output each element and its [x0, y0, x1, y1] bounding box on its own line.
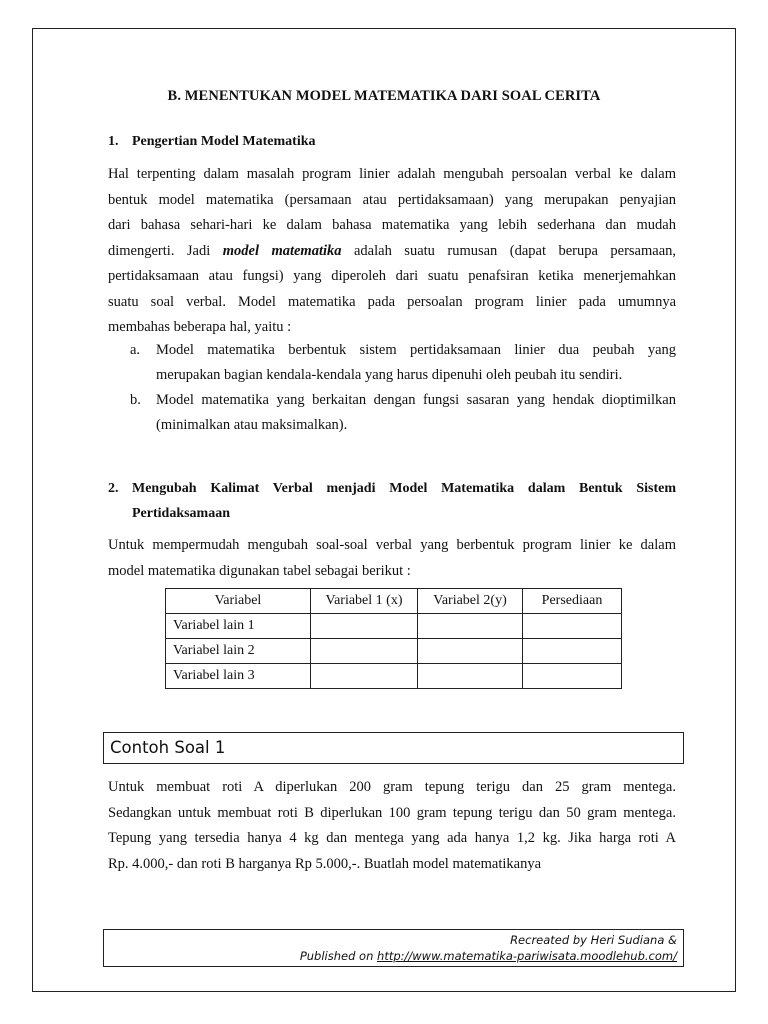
paragraph-line: model matematika digunakan tabel sebagai berikut : — [108, 562, 411, 579]
section-2-title-line: Mengubah Kalimat Verbal menjadi Model Matematika dalam Bentuk Sistem — [132, 481, 676, 496]
paragraph-line: suatu soal verbal. Model matematika pada persoalan program linier pada umumnya — [108, 293, 676, 310]
table-header-cell: Variabel 1 (x) — [311, 589, 418, 614]
table-header-cell: Variabel 2(y) — [418, 589, 523, 614]
paragraph-line: bentuk model matematika (persamaan atau pertidaksamaan) yang merupakan penyajian — [108, 191, 676, 208]
example-title: Contoh Soal 1 — [110, 738, 226, 757]
table-header-cell: Persediaan — [523, 589, 622, 614]
list-marker: a. — [130, 342, 141, 358]
paragraph-line: Untuk mempermudah mengubah soal-soal verbal yang berbentuk program linier ke dalam — [108, 537, 676, 553]
paragraph-line: Tepung yang tersedia hanya 4 kg dan mentega yang ada hanya 1,2 kg. Jika harga roti A — [108, 830, 676, 846]
paragraph-line: dari bahasa sehari-hari ke dalam bahasa matematika yang lebih sederhana dan mudah — [108, 217, 676, 233]
section-1-number: 1. — [108, 134, 119, 149]
section-1-title: Pengertian Model Matematika — [132, 134, 316, 149]
paragraph-text: adalah suatu rumusan (dapat berupa persamaan, — [341, 242, 676, 259]
paragraph-line: pertidaksamaan atau fungsi) yang diperoleh dari suatu penafsiran ketika menerjemahkan — [108, 268, 676, 284]
section-2-paragraph — [108, 533, 676, 584]
section-1-list — [130, 338, 676, 438]
table-row — [166, 639, 622, 664]
list-item-line: Model matematika berbentuk sistem pertidaksamaan linier dua peubah yang — [156, 342, 676, 358]
page-title: B. MENENTUKAN MODEL MATEMATIKA DARI SOAL CERITA — [167, 88, 601, 104]
list-marker: b. — [130, 392, 141, 408]
emphasis-model-matematika: model matematika — [222, 242, 342, 259]
example-title-box — [103, 732, 684, 764]
footer-published-prefix: Published on — [299, 949, 378, 963]
table-cell — [523, 614, 622, 639]
table-header-row — [166, 589, 622, 614]
paragraph-line — [108, 239, 676, 265]
paragraph-text: dimengerti. Jadi — [108, 242, 223, 259]
list-item-line: Model matematika yang berkaitan dengan fungsi sasaran yang hendak dioptimilkan — [156, 392, 676, 408]
paragraph-line: Rp. 4.000,- dan roti B harganya Rp 5.000,-. Buatlah model matematikanya — [108, 855, 542, 872]
table-cell — [418, 639, 523, 664]
table-cell — [311, 664, 418, 689]
footer-credit-line: Recreated by Heri Sudiana & — [510, 933, 677, 947]
table-cell — [311, 639, 418, 664]
footer-published-line — [104, 948, 677, 964]
list-item — [130, 338, 676, 388]
section-2-title-line: Pertidaksamaan — [132, 506, 230, 521]
paragraph-line: Sedangkan untuk membuat roti B diperlukan 100 gram tepung terigu dan 50 gram mentega. — [108, 804, 676, 821]
table-cell: Variabel lain 3 — [166, 664, 311, 689]
section-2-heading — [108, 476, 676, 526]
table-cell: Variabel lain 1 — [166, 614, 311, 639]
section-1-heading — [108, 134, 316, 150]
variable-table — [165, 588, 622, 689]
footer-credit-box — [103, 929, 684, 967]
list-item-line: (minimalkan atau maksimalkan). — [156, 417, 348, 433]
footer-link[interactable]: http://www.matematika-pariwisata.moodlehub.com/ — [377, 949, 677, 963]
table-row — [166, 614, 622, 639]
table-header-cell: Variabel — [166, 589, 311, 614]
paragraph-line: membahas beberapa hal, yaitu : — [108, 319, 292, 335]
section-1-paragraph — [108, 162, 676, 341]
paragraph-line: Hal terpenting dalam masalah program linier adalah mengubah persoalan verbal ke dalam — [108, 166, 676, 182]
example-paragraph — [108, 775, 676, 877]
list-item — [130, 388, 676, 438]
table-cell — [418, 664, 523, 689]
table-cell — [418, 614, 523, 639]
section-2-number: 2. — [108, 481, 119, 496]
table-cell — [523, 639, 622, 664]
paragraph-line: Untuk membuat roti A diperlukan 200 gram tepung terigu dan 25 gram mentega. — [108, 779, 676, 795]
table-cell — [311, 614, 418, 639]
list-item-line: merupakan bagian kendala-kendala yang harus dipenuhi oleh peubah itu sendiri. — [156, 367, 623, 383]
table-cell — [523, 664, 622, 689]
table-row — [166, 664, 622, 689]
table-cell: Variabel lain 2 — [166, 639, 311, 664]
